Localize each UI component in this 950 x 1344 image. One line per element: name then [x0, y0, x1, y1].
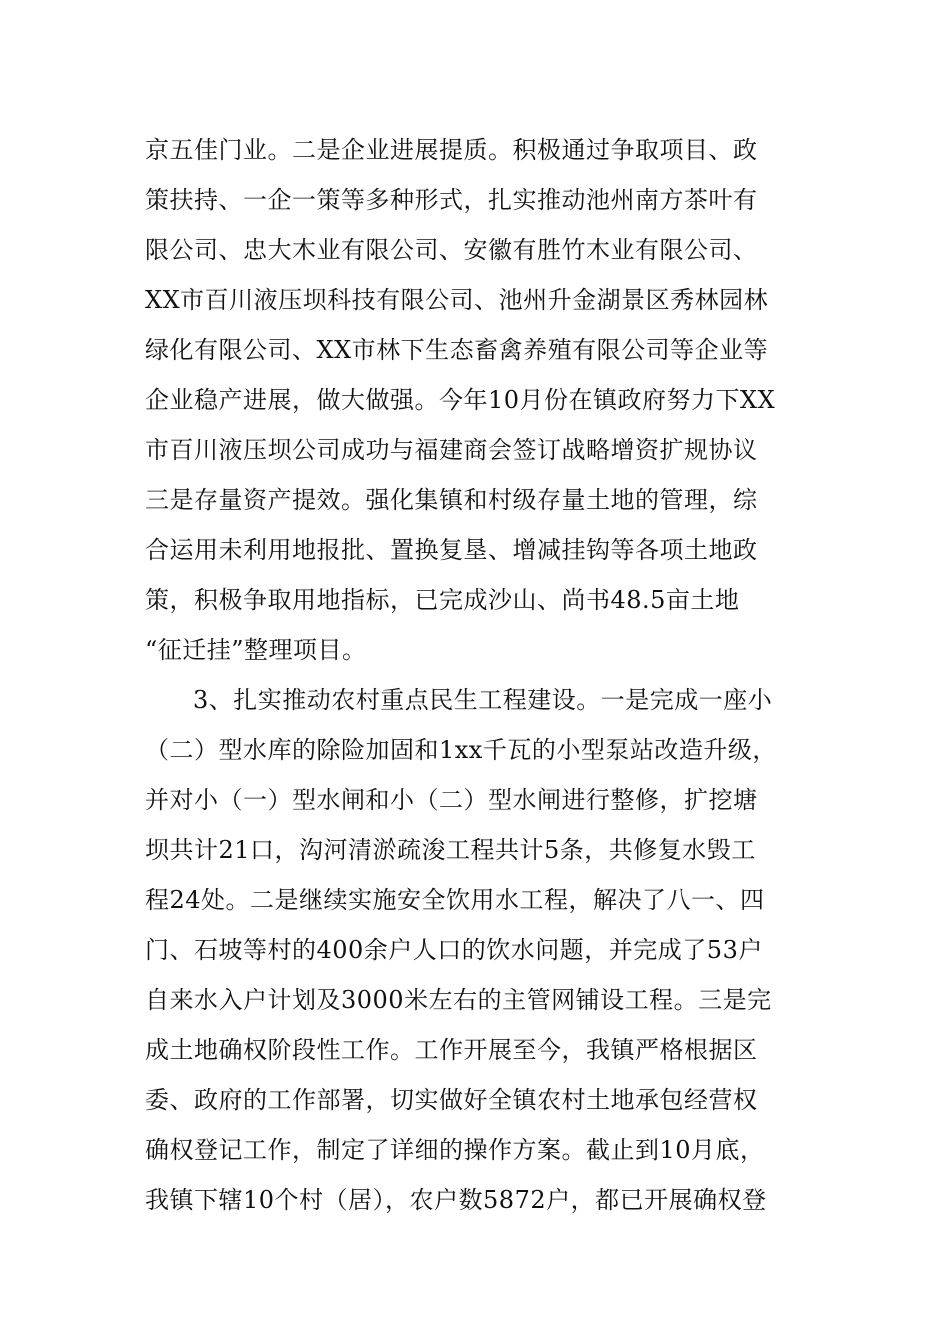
text-line: 自来水入户计划及3000米左右的主管网铺设工程。三是完 — [145, 986, 772, 1014]
text-line: 绿化有限公司、XX市林下生态畜禽养殖有限公司等企业等 — [145, 336, 769, 364]
text-line: 委、政府的工作部署，切实做好全镇农村土地承包经营权 — [145, 1086, 758, 1114]
text-line: “征迁挂”整理项目。 — [145, 636, 367, 664]
text-line: 企业稳产进展，做大做强。今年10月份在镇政府努力下XX — [145, 386, 776, 414]
text-line: 三是存量资产提效。强化集镇和村级存量土地的管理，综 — [145, 486, 758, 514]
text-line: 成土地确权阶段性工作。工作开展至今，我镇严格根据区 — [145, 1036, 758, 1064]
text-line: 限公司、忠大木业有限公司、安徽有胜竹木业有限公司、 — [145, 236, 758, 264]
text-line: 合运用未利用地报批、置换复垦、增减挂钩等各项土地政 — [145, 536, 758, 564]
text-line: 并对小（一）型水闸和小（二）型水闸进行整修，扩挖塘 — [145, 786, 758, 814]
text-line: （二）型水库的除险加固和1xx千瓦的小型泵站改造升级， — [145, 736, 777, 764]
text-line: 京五佳门业。二是企业进展提质。积极通过争取项目、政 — [145, 136, 758, 164]
text-line: XX市百川液压坝科技有限公司、池州升金湖景区秀林园林 — [145, 286, 769, 314]
text-line: 我镇下辖10个村（居），农户数5872户，都已开展确权登 — [145, 1186, 767, 1214]
text-line: 确权登记工作，制定了详细的操作方案。截止到10月底， — [145, 1136, 765, 1164]
paragraph-start-line: 3、扎实推动农村重点民生工程建设。一是完成一座小 — [193, 686, 773, 714]
text-line: 市百川液压坝公司成功与福建商会签订战略增资扩规协议 — [145, 436, 758, 464]
text-line: 门、石坡等村的400余户人口的饮水问题，并完成了53户 — [145, 936, 763, 964]
text-line: 程24处。二是继续实施安全饮用水工程，解决了八一、四 — [145, 886, 765, 914]
text-line: 策扶持、一企一策等多种形式，扎实推动池州南方茶叶有 — [145, 186, 758, 214]
text-line: 策，积极争取用地指标，已完成沙山、尚书48.5亩土地 — [145, 586, 740, 614]
text-line: 坝共计21口，沟河清淤疏浚工程共计5条，共修复水毁工 — [145, 836, 756, 864]
